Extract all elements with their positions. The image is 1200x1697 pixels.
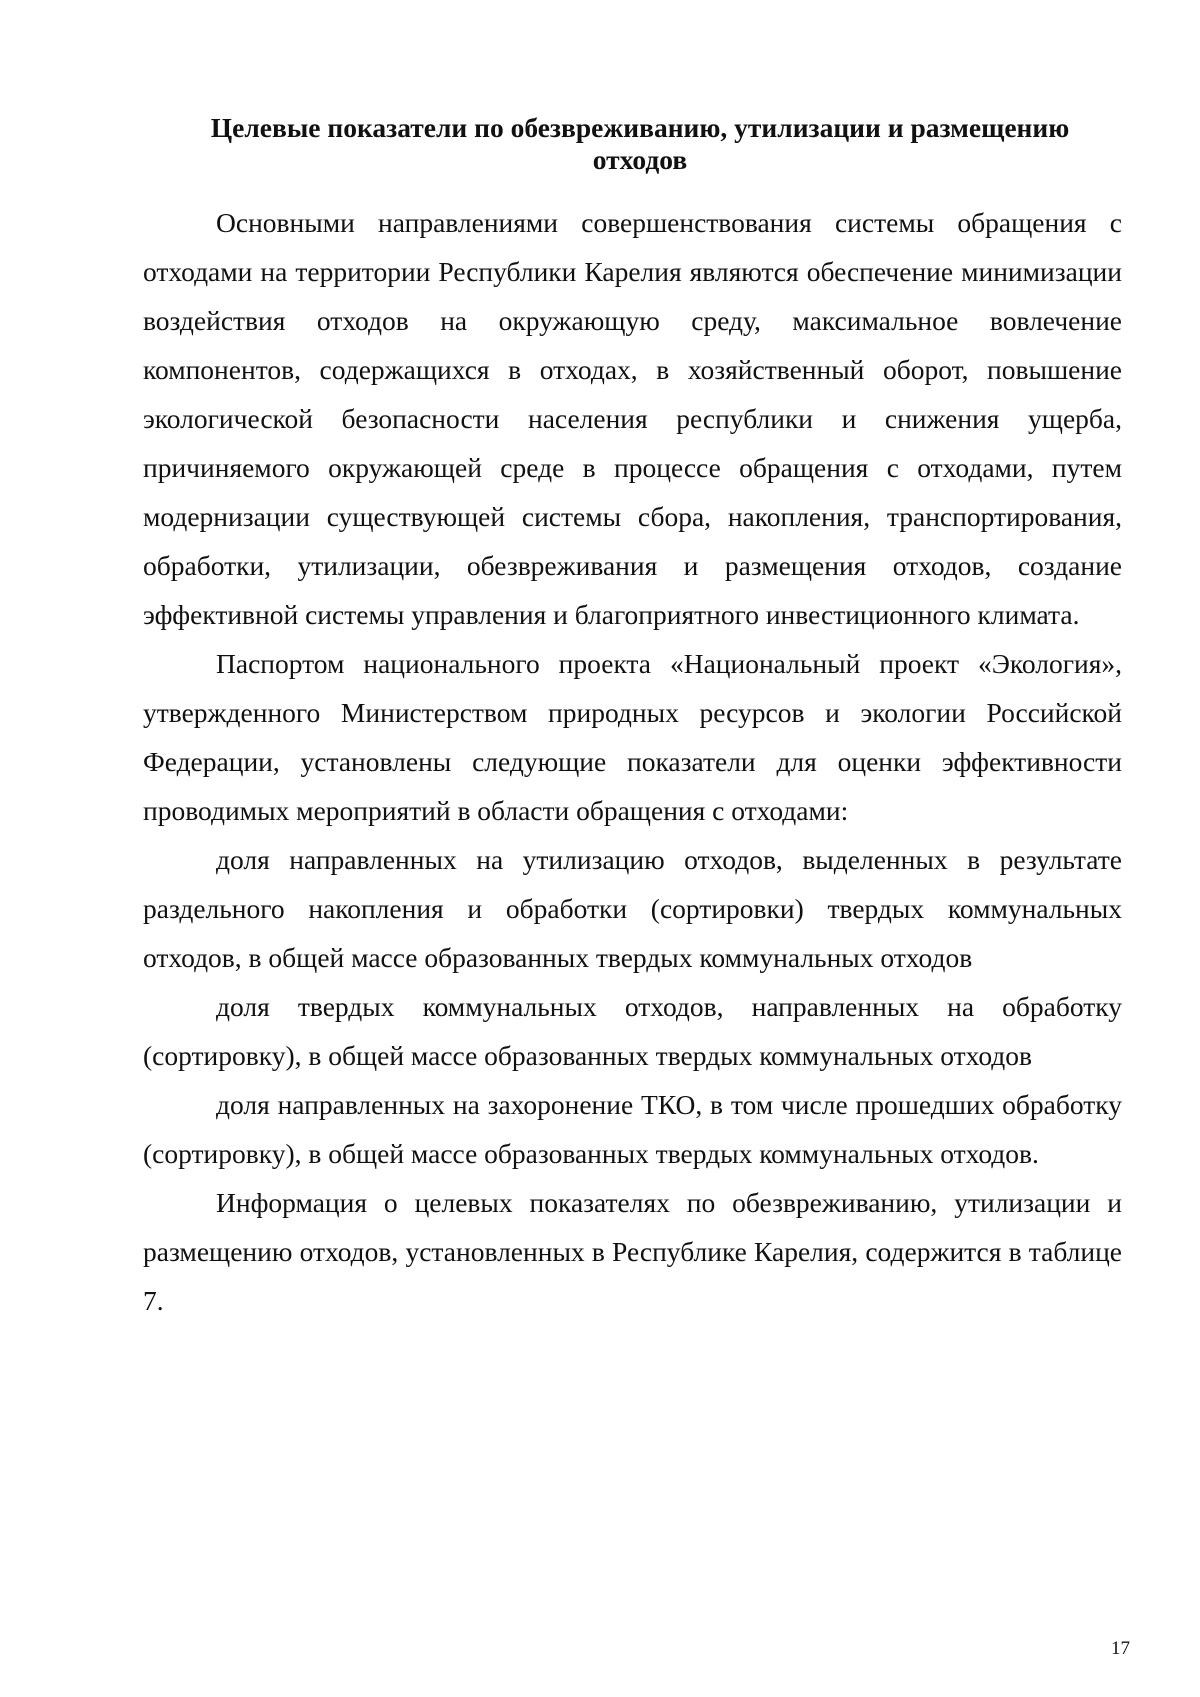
paragraph-indicator-processing: доля твердых коммунальных отходов, направленных на обработку (сортировку), в общей массе образованных твердых коммунальных отходов <box>143 991 1122 1071</box>
paragraph-table-reference: Информация о целевых показателях по обезвреживанию, утилизации и размещению отходов, установленных в Республике Карелия, содержится в таблице 7. <box>143 1187 1122 1316</box>
page-number: 17 <box>1111 1638 1130 1659</box>
paragraph-indicator-burial: доля направленных на захоронение ТКО, в том числе прошедших обработку (сортировку), в общей массе образованных твердых коммунальных отходов. <box>143 1089 1122 1169</box>
section-title <box>170 112 1110 176</box>
section-title-line-2: отходов <box>592 144 688 175</box>
section-title-line-1: Целевые показатели по обезвреживанию, утилизации и размещению <box>210 112 1070 143</box>
paragraph-indicator-utilization: доля направленных на утилизацию отходов, выделенных в результате раздельного накопления и обработки (сортировки) твердых коммунальных отходов, в общей массе образованных твердых коммунальных отходов <box>143 844 1122 973</box>
paragraph-directions: Основными направлениями совершенствования системы обращения с отходами на территории Республики Карелия являются обеспечение минимизации воздействия отходов на окружающую среду, максимальное вовлечение компонентов, содержащихся в отходах, в хозяйственный оборот, повышение экологической безопасности населения республики и снижения ущерба, причиняемого окружающей среде в процессе обращения с отходами, путем модернизации существующей системы сбора, накопления, транспортирования, обработки, утилизации, обезвреживания и размещения отходов, создание эффективной системы управления и благоприятного инвестиционного климата. <box>143 207 1122 630</box>
paragraph-national-project: Паспортом национального проекта «Национальный проект «Экология», утвержденного Министерством природных ресурсов и экологии Российской Федерации, установлены следующие показатели для оценки эффективности проводимых мероприятий в области обращения с отходами: <box>143 648 1122 826</box>
body-text <box>143 198 1122 1325</box>
